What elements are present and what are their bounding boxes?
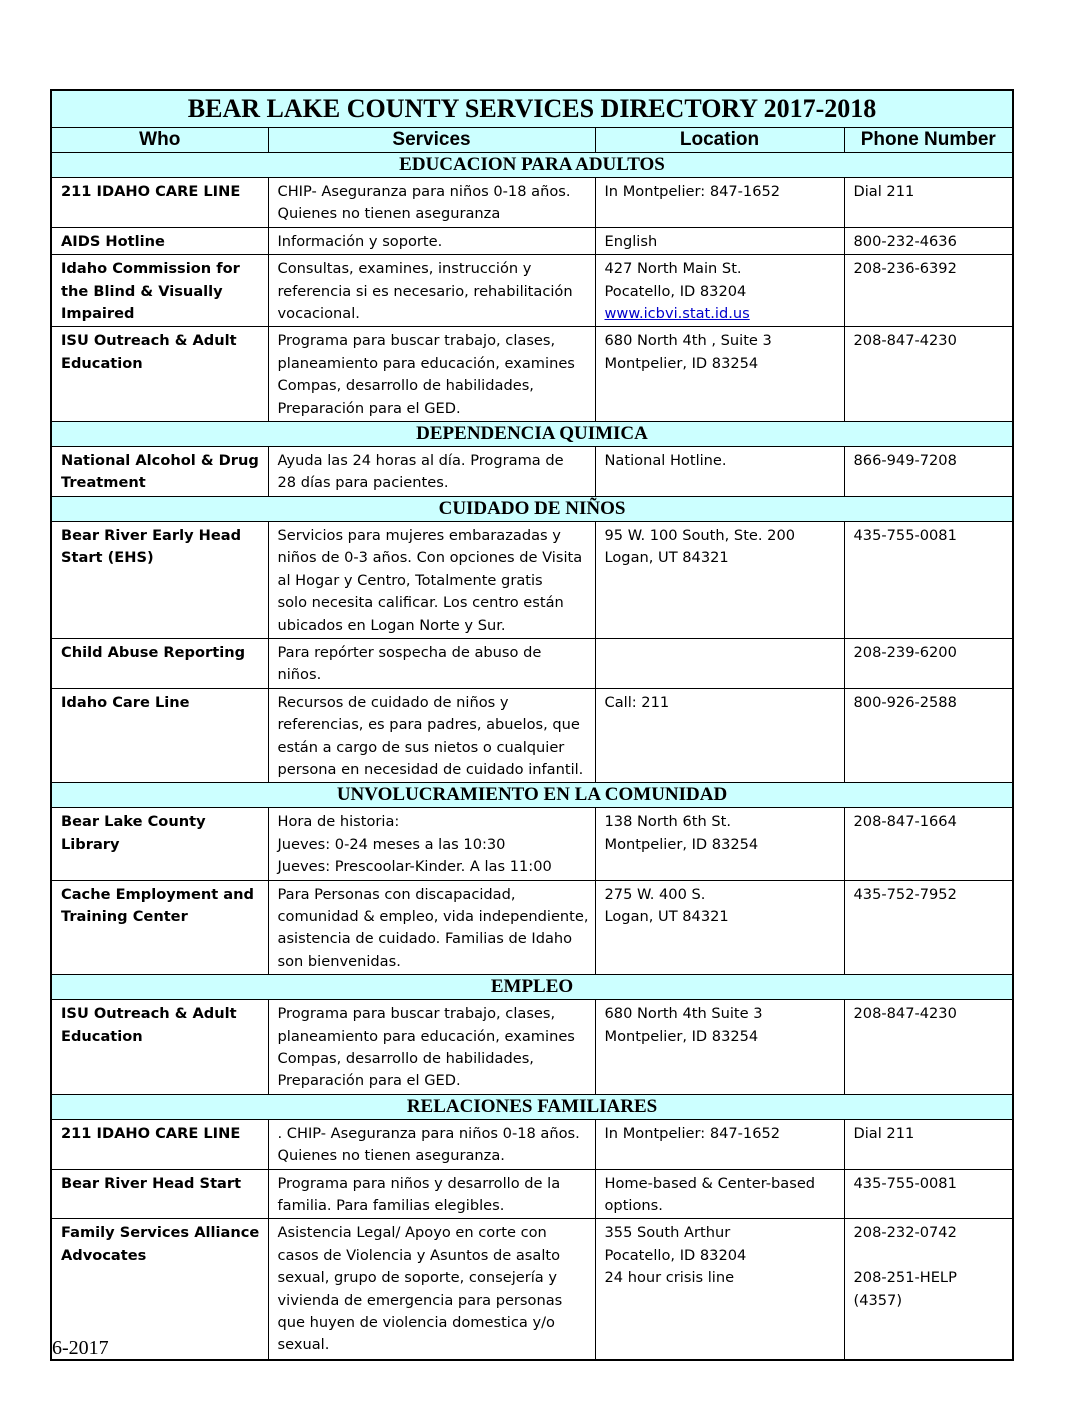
table-row — [51, 808, 1013, 880]
cell-services — [268, 1000, 595, 1095]
column-header-row — [51, 128, 1013, 153]
table-row — [51, 1169, 1013, 1219]
section-title: EDUCACION PARA ADULTOS — [51, 153, 1013, 178]
cell-location — [595, 638, 844, 688]
cell-phone — [844, 255, 1013, 327]
services-text: Para repórter sospecha de abuso de niños. — [277, 643, 542, 684]
cell-phone — [844, 327, 1013, 422]
section-header-row — [51, 496, 1013, 521]
location-text: Call: 211 — [604, 693, 670, 711]
phone-text: 866-949-7208 — [853, 452, 957, 470]
section-header-row — [51, 422, 1013, 447]
cell-services — [268, 178, 595, 228]
cell-who — [51, 1169, 268, 1219]
table-row — [51, 1000, 1013, 1095]
footer-date: 6-2017 — [52, 1337, 109, 1359]
services-text: CHIP- Aseguranza para niños 0-18 años. Quienes no tienen aseguranza — [277, 183, 571, 223]
phone-text: Dial 211 — [853, 1124, 915, 1142]
cell-services — [268, 880, 595, 975]
phone-text: 208-847-4230 — [853, 1005, 957, 1023]
cell-phone — [844, 1219, 1013, 1360]
who-text: Child Abuse Reporting — [61, 643, 246, 661]
cell-who — [51, 880, 268, 975]
table-row — [51, 638, 1013, 688]
cell-who — [51, 1000, 268, 1095]
cell-location — [595, 1119, 844, 1169]
table-row — [51, 1219, 1013, 1360]
location-text: 427 North Main St. Pocatello, ID 83204 — [604, 260, 747, 300]
cell-services — [268, 327, 595, 422]
cell-phone — [844, 1169, 1013, 1219]
services-text: Programa para buscar trabajo, clases, planeamiento para educación, examines Compas, desarrollo de habilidades, Preparación para el GED. — [277, 1005, 575, 1090]
table-row — [51, 178, 1013, 228]
directory-body — [51, 153, 1013, 1360]
location-text: 138 North 6th St. Montpelier, ID 83254 — [604, 813, 759, 853]
who-text: National Alcohol & Drug Treatment — [61, 452, 259, 492]
services-text: Recursos de cuidado de niños y referencias, es para padres, abuelos, que están a cargo de sus nietos o cualquier persona en necesidad de cuidado infantil. — [277, 693, 584, 778]
cell-phone — [844, 521, 1013, 638]
location-text: 680 North 4th , Suite 3 Montpelier, ID 83254 — [604, 332, 772, 372]
website-link[interactable]: www.icbvi.stat.id.us — [604, 305, 750, 323]
section-header-row — [51, 975, 1013, 1000]
cell-location — [595, 178, 844, 228]
cell-who — [51, 688, 268, 783]
cell-phone — [844, 880, 1013, 975]
cell-services — [268, 1119, 595, 1169]
location-text: National Hotline. — [604, 452, 727, 470]
who-text: Cache Employment and Training Center — [61, 885, 254, 925]
who-text: Bear River Early Head Start (EHS) — [61, 526, 242, 567]
services-text: Para Personas con discapacidad, comunidad & empleo, vida independiente, asistencia de cuidado. Familias de Idaho son bienvenidas. — [277, 885, 589, 970]
who-text: AIDS Hotline — [61, 232, 165, 250]
cell-who — [51, 808, 268, 880]
section-title: UNVOLUCRAMIENTO EN LA COMUNIDAD — [51, 783, 1013, 808]
location-text: Home-based & Center-based options. — [604, 1174, 816, 1215]
phone-text: 435-755-0081 — [853, 1174, 957, 1192]
table-row — [51, 521, 1013, 638]
location-text: English — [604, 232, 658, 250]
section-title: RELACIONES FAMILIARES — [51, 1094, 1013, 1119]
services-directory-table — [50, 89, 1014, 1361]
who-text: Idaho Care Line — [61, 693, 190, 711]
table-row — [51, 1119, 1013, 1169]
table-row — [51, 688, 1013, 783]
cell-services — [268, 638, 595, 688]
cell-who — [51, 178, 268, 228]
phone-text: 208-232-0742 208-251-HELP (4357) — [853, 1224, 957, 1309]
cell-phone — [844, 447, 1013, 497]
section-title: CUIDADO DE NIÑOS — [51, 496, 1013, 521]
cell-location — [595, 227, 844, 254]
header-phone: Phone Number — [844, 128, 1013, 153]
cell-who — [51, 227, 268, 254]
table-row — [51, 255, 1013, 327]
cell-who — [51, 521, 268, 638]
phone-text: 800-926-2588 — [853, 693, 957, 711]
services-text: . CHIP- Aseguranza para niños 0-18 años. Quienes no tienen aseguranza. — [277, 1124, 580, 1165]
section-header-row — [51, 1094, 1013, 1119]
who-text: ISU Outreach & Adult Education — [61, 332, 237, 372]
table-row — [51, 880, 1013, 975]
header-who: Who — [51, 128, 268, 153]
who-text: Bear Lake County Library — [61, 813, 206, 853]
cell-phone — [844, 638, 1013, 688]
who-text: 211 IDAHO CARE LINE — [61, 1124, 241, 1142]
directory-title: BEAR LAKE COUNTY SERVICES DIRECTORY 2017-2018 — [51, 90, 1013, 128]
cell-location — [595, 880, 844, 975]
services-text: Programa para buscar trabajo, clases, planeamiento para educación, examines Compas, desarrollo de habilidades, Preparación para el GED. — [277, 332, 575, 417]
cell-services — [268, 1219, 595, 1360]
services-text: Consultas, examines, instrucción y referencia si es necesario, rehabilitación vocacional. — [277, 260, 573, 323]
cell-services — [268, 447, 595, 497]
phone-text: 208-239-6200 — [853, 643, 957, 661]
cell-services — [268, 808, 595, 880]
cell-who — [51, 1119, 268, 1169]
services-text: Ayuda las 24 horas al día. Programa de 28 días para pacientes. — [277, 452, 564, 492]
phone-text: 208-847-4230 — [853, 332, 957, 350]
cell-location — [595, 447, 844, 497]
section-header-row — [51, 783, 1013, 808]
section-title: DEPENDENCIA QUIMICA — [51, 422, 1013, 447]
cell-who — [51, 447, 268, 497]
section-title: EMPLEO — [51, 975, 1013, 1000]
cell-phone — [844, 1000, 1013, 1095]
phone-text: 800-232-4636 — [853, 232, 957, 250]
cell-services — [268, 255, 595, 327]
header-services: Services — [268, 128, 595, 153]
cell-location — [595, 688, 844, 783]
cell-location — [595, 521, 844, 638]
cell-location — [595, 327, 844, 422]
cell-location — [595, 808, 844, 880]
services-text: Información y soporte. — [277, 232, 443, 250]
cell-who — [51, 638, 268, 688]
cell-phone — [844, 227, 1013, 254]
phone-text: 208-236-6392 — [853, 260, 957, 278]
cell-phone — [844, 688, 1013, 783]
location-text: In Montpelier: 847-1652 — [604, 183, 781, 200]
table-row — [51, 227, 1013, 254]
cell-services — [268, 1169, 595, 1219]
phone-text: 435-755-0081 — [853, 526, 957, 544]
services-text: Programa para niños y desarrollo de la familia. Para familias elegibles. — [277, 1174, 561, 1215]
phone-text: 435-752-7952 — [853, 885, 957, 903]
location-text: 95 W. 100 South, Ste. 200 Logan, UT 84321 — [604, 526, 796, 567]
section-header-row — [51, 153, 1013, 178]
services-text: Hora de historia: Jueves: 0-24 meses a las 10:30 Jueves: Prescoolar-Kinder. A las 11:00 — [277, 813, 552, 876]
phone-text: Dial 211 — [853, 183, 915, 200]
services-text: Asistencia Legal/ Apoyo en corte con casos de Violencia y Asuntos de asalto sexual, grupo de soporte, consejería y vivienda de emergencia para personas que huyen de violencia domestica y/o sexual. — [277, 1224, 563, 1354]
table-row — [51, 447, 1013, 497]
cell-location — [595, 255, 844, 327]
cell-phone — [844, 1119, 1013, 1169]
who-text: 211 IDAHO CARE LINE — [61, 183, 241, 200]
location-text: In Montpelier: 847-1652 — [604, 1124, 781, 1142]
cell-who — [51, 327, 268, 422]
services-text: Servicios para mujeres embarazadas y niños de 0-3 años. Con opciones de Visita al Hogar y Centro, Totalmente gratis solo necesita calificar. Los centro están ubicados en Logan Norte y Sur. — [277, 526, 583, 634]
cell-services — [268, 227, 595, 254]
cell-location — [595, 1219, 844, 1360]
cell-phone — [844, 178, 1013, 228]
cell-who — [51, 255, 268, 327]
location-text: 355 South Arthur Pocatello, ID 83204 24 hour crisis line — [604, 1224, 747, 1287]
cell-services — [268, 688, 595, 783]
who-text: Family Services Alliance Advocates — [61, 1224, 260, 1264]
header-location: Location — [595, 128, 844, 153]
cell-services — [268, 521, 595, 638]
who-text: ISU Outreach & Adult Education — [61, 1005, 237, 1045]
table-row — [51, 327, 1013, 422]
who-text: Idaho Commission for the Blind & Visually Impaired — [61, 260, 240, 323]
cell-location — [595, 1000, 844, 1095]
phone-text: 208-847-1664 — [853, 813, 957, 831]
who-text: Bear River Head Start — [61, 1174, 242, 1192]
location-text: 680 North 4th Suite 3 Montpelier, ID 83254 — [604, 1005, 763, 1045]
location-text: 275 W. 400 S. Logan, UT 84321 — [604, 885, 729, 925]
cell-location — [595, 1169, 844, 1219]
cell-phone — [844, 808, 1013, 880]
